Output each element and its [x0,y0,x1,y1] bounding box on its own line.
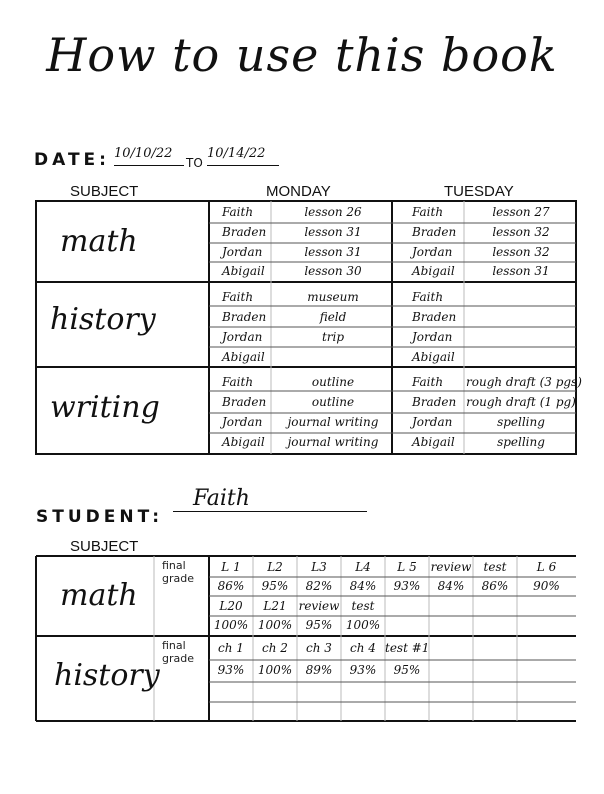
grade-cell: L2 [267,560,283,574]
grade-cell: 84% [437,579,465,593]
grade-cell: test [483,560,507,574]
grade-cell: 100% [345,618,381,632]
assignment-cell: lesson 31 [304,225,362,239]
student-name-cell: Abigail [412,264,455,278]
student-name-cell: Jordan [222,415,263,429]
assignment-cell: outline [311,395,355,409]
date-to-field[interactable]: 10/14/22 [207,146,279,166]
grade-cell: review [298,599,340,613]
assignment-cell: lesson 30 [304,264,362,278]
grade-cell: 86% [217,579,245,593]
student-name-cell: Faith [222,290,254,304]
grade-cell: L 6 [536,560,557,574]
grade-cell: 86% [481,579,509,593]
grades-subject-math: math [60,578,138,613]
grade-cell: test [351,599,375,613]
grade-cell: review [430,560,472,574]
assignment-cell: journal writing [287,435,379,449]
assignment-cell: rough draft (3 pgs) [466,375,582,389]
grade-cell: ch 3 [306,641,332,655]
assignment-cell: museum [307,290,359,304]
assignment-cell: outline [311,375,355,389]
student-name-cell: Braden [222,225,267,239]
assignment-cell: spelling [497,435,545,449]
assignment-cell: journal writing [287,415,379,429]
assignment-cell: rough draft (1 pg) [466,395,576,409]
grade-cell: L20 [219,599,243,613]
to-label: TO [186,156,203,170]
assignment-cell: spelling [497,415,545,429]
schedule-subject-history: history [50,302,156,337]
page-title: How to use this book [46,28,558,82]
student-name-cell: Abigail [412,350,455,364]
date-from-field[interactable]: 10/10/22 [114,146,184,166]
grade-cell: 100% [257,663,293,677]
grade-cell: 95% [261,579,289,593]
tuesday-header: TUESDAY [444,183,514,200]
student-name-cell: Braden [412,310,457,324]
student-name-cell: Jordan [412,415,453,429]
grades-subject-header: SUBJECT [70,538,139,555]
student-name-cell: Abigail [412,435,455,449]
grade-cell: L3 [311,560,327,574]
assignment-cell: lesson 27 [492,205,550,219]
assignment-cell: lesson 32 [492,225,550,239]
student-name-cell: Abigail [222,435,265,449]
student-name-cell: Jordan [412,330,453,344]
student-name-cell: Faith [412,290,444,304]
assignment-cell: lesson 26 [304,205,362,219]
grade-cell: L 1 [221,560,241,574]
grades-subject-history: history [54,658,160,693]
date-label: DATE: [34,150,110,170]
student-name-cell: Braden [412,395,457,409]
grade-cell: 89% [305,663,333,677]
grade-cell: L21 [263,599,287,613]
student-name-cell: Faith [222,205,254,219]
assignment-cell: lesson 32 [492,245,550,259]
student-name-cell: Faith [222,375,254,389]
schedule-subject-math: math [60,224,138,259]
student-name-cell: Abigail [222,350,265,364]
grade-cell: 84% [349,579,377,593]
student-name-cell: Faith [412,205,444,219]
grade-cell: test #1 [385,641,430,655]
final-grade-label-history: final grade [162,639,194,665]
assignment-cell: trip [321,330,345,344]
student-name-cell: Braden [222,395,267,409]
student-name-cell: Faith [412,375,444,389]
student-name-cell: Abigail [222,264,265,278]
final-grade-label-math: final grade [162,559,194,585]
schedule-subject-writing: writing [50,390,160,425]
grade-cell: 93% [217,663,245,677]
student-name-cell: Jordan [412,245,453,259]
student-name-cell: Jordan [222,330,263,344]
student-name-field[interactable]: Faith [173,486,367,512]
grade-cell: 100% [213,618,249,632]
student-name-cell: Braden [412,225,457,239]
subject-header: SUBJECT [70,183,139,200]
assignment-cell: lesson 31 [304,245,362,259]
grade-cell: 93% [393,579,421,593]
grade-cell: ch 4 [350,641,376,655]
grade-cell: L4 [355,560,371,574]
student-label: STUDENT: [36,507,164,527]
student-name-cell: Jordan [222,245,263,259]
monday-header: MONDAY [266,183,331,200]
grade-cell: ch 2 [262,641,288,655]
student-name-cell: Braden [222,310,267,324]
grade-cell: 90% [533,579,560,593]
assignment-cell: field [319,310,347,324]
assignment-cell: lesson 31 [492,264,550,278]
grade-cell: 95% [393,663,421,677]
grade-cell: 95% [305,618,333,632]
grade-cell: 100% [257,618,293,632]
grade-cell: ch 1 [218,641,244,655]
grade-cell: 93% [349,663,377,677]
grade-cell: L 5 [397,560,417,574]
grade-cell: 82% [305,579,333,593]
